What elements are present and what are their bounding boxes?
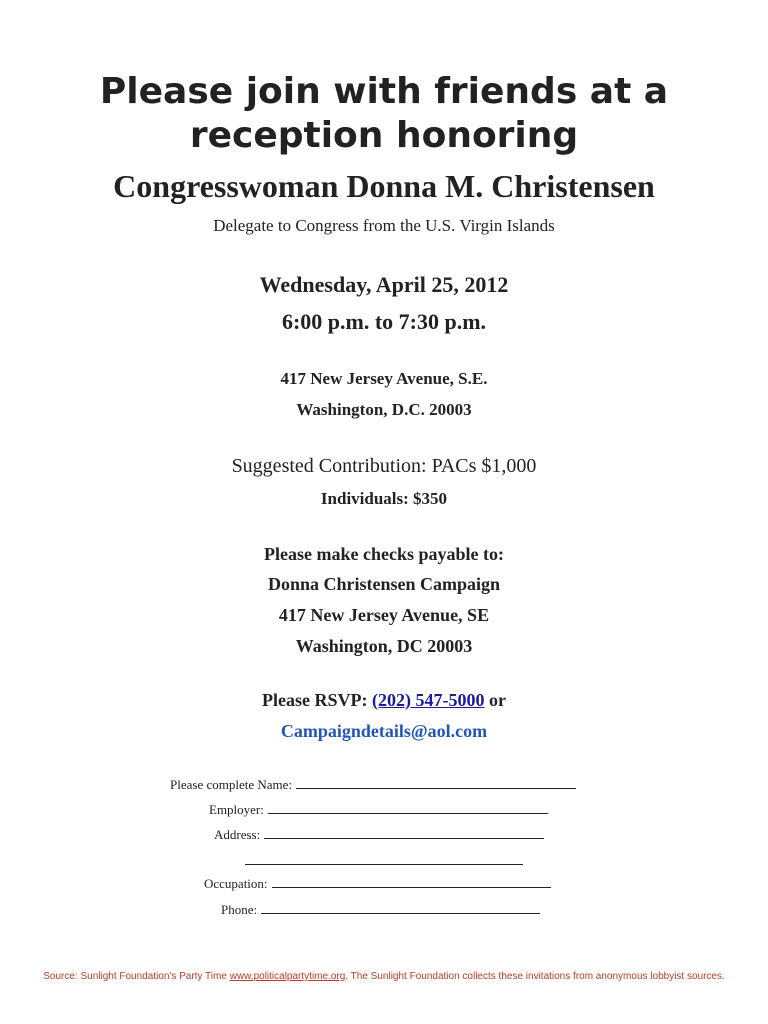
checks-street: 417 New Jersey Avenue, SE bbox=[278, 605, 490, 625]
checks-payee: Donna Christensen Campaign bbox=[267, 574, 501, 594]
source-suffix: . The Sunlight Foundation collects these invitations from anonymous lobbyist sources. bbox=[345, 971, 725, 982]
source-prefix: Source: Sunlight Foundation's Party Time bbox=[43, 971, 230, 982]
rsvp-or: or bbox=[488, 690, 506, 710]
form-occupation-label: Occupation: bbox=[204, 876, 268, 891]
form-phone-line[interactable] bbox=[261, 901, 540, 914]
source-footer bbox=[0, 971, 768, 982]
form-phone-row bbox=[221, 901, 540, 918]
location-city: Washington, D.C. 20003 bbox=[296, 400, 472, 419]
form-occupation-row bbox=[204, 875, 551, 892]
form-address-line-2[interactable] bbox=[245, 852, 523, 865]
form-address-label: Address: bbox=[214, 827, 261, 842]
rsvp-email-line bbox=[0, 721, 768, 742]
rsvp-email-link[interactable]: Campaigndetails@aol.com bbox=[280, 721, 488, 741]
headline-line-1: Please join with friends at a bbox=[99, 71, 669, 112]
form-name-row bbox=[170, 776, 576, 793]
headline-line-2: reception honoring bbox=[189, 115, 579, 156]
form-address-row bbox=[214, 826, 544, 843]
rsvp-line bbox=[0, 690, 768, 711]
event-time: 6:00 p.m. to 7:30 p.m. bbox=[281, 309, 487, 334]
form-name-line[interactable] bbox=[296, 776, 576, 789]
form-employer-label: Employer: bbox=[209, 802, 264, 817]
honoree-subtitle: Delegate to Congress from the U.S. Virgin Islands bbox=[213, 216, 555, 235]
form-employer-row bbox=[209, 801, 548, 818]
checks-city: Washington, DC 20003 bbox=[295, 636, 473, 656]
rsvp-label: Please RSVP: bbox=[262, 690, 368, 710]
source-link[interactable]: www.politicalpartytime.org bbox=[229, 971, 346, 982]
suggested-contribution bbox=[0, 455, 768, 478]
form-address-line[interactable] bbox=[264, 826, 544, 839]
form-name-label: Please complete Name: bbox=[170, 777, 293, 792]
form-occupation-line[interactable] bbox=[272, 875, 551, 888]
headline bbox=[0, 70, 768, 158]
event-date: Wednesday, April 25, 2012 bbox=[259, 272, 509, 297]
rsvp-phone-link[interactable]: (202) 547-5000 bbox=[372, 690, 485, 710]
checks-heading: Please make checks payable to: bbox=[264, 544, 504, 564]
form-address-line-2-row bbox=[245, 852, 523, 869]
contribution-individuals: Individuals: $350 bbox=[320, 489, 448, 508]
form-employer-line[interactable] bbox=[268, 801, 548, 814]
contribution-label: Suggested Contribution: bbox=[231, 455, 427, 477]
location-street: 417 New Jersey Avenue, S.E. bbox=[280, 369, 488, 388]
form-phone-label: Phone: bbox=[221, 902, 258, 917]
contribution-pacs: PACs $1,000 bbox=[431, 455, 537, 477]
honoree-name: Congresswoman Donna M. Christensen bbox=[113, 168, 655, 204]
